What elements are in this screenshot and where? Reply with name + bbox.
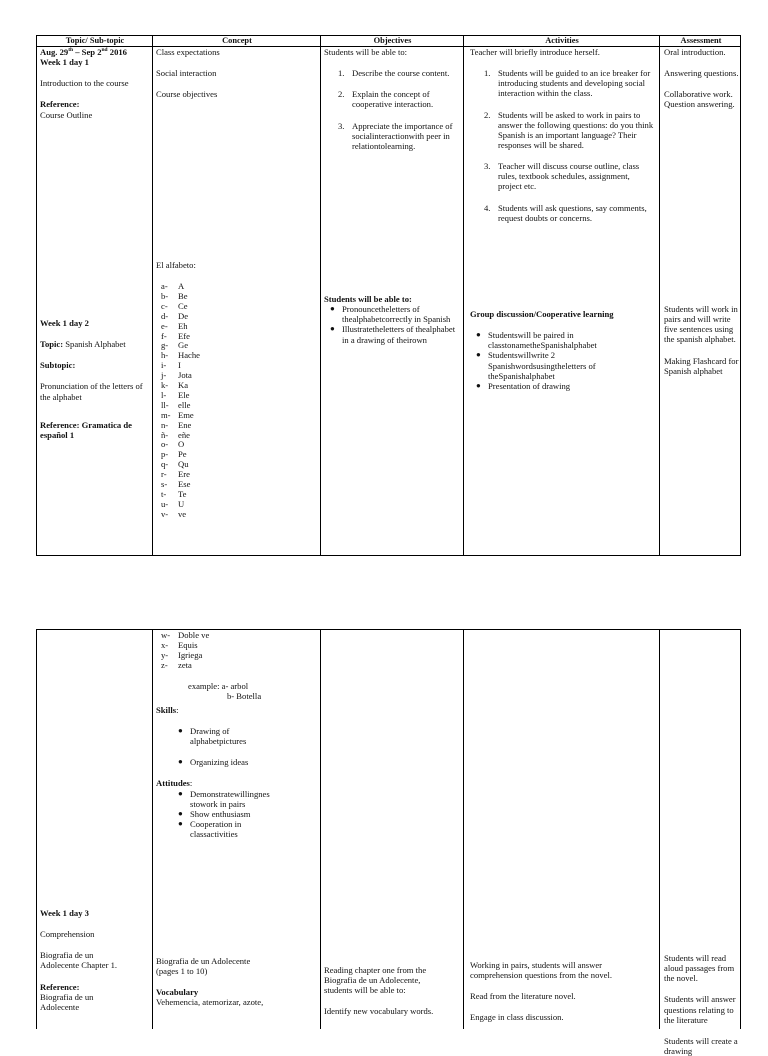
week1-day2-topic [40, 318, 150, 440]
topic-column [37, 36, 153, 555]
alphabet-letter [161, 469, 318, 479]
week1-day3-concept [156, 956, 271, 1008]
objectives-intro: Reading chapter one from the Biografia de un Adolecente, students will be able to: [324, 965, 427, 996]
objectives-column [321, 36, 464, 555]
letter: g- [161, 340, 169, 351]
subtopic-text: Pronunciation of the letters of the alphabet [40, 381, 143, 402]
list-item: ● Studentswillwrite 2 Spanishwordsusingtheletters of theSpanishalphabet [476, 350, 596, 381]
concept-item: Class expectations [156, 47, 220, 57]
list-item: ● Pronouncetheletters of thealphabetcorrectly in Spanish [330, 304, 451, 325]
objectives-list [324, 304, 461, 345]
week1-day1-objectives [324, 47, 461, 151]
week1-day3-objectives [324, 965, 448, 1017]
letter: t- [161, 488, 167, 499]
header-concept: Concept [222, 36, 252, 45]
letter: h- [161, 350, 169, 361]
activities-intro: Teacher will briefly introduce herself. [470, 47, 600, 57]
letter: j- [161, 370, 167, 381]
list-item: ● Drawing of alphabetpictures [178, 725, 247, 747]
letter: v- [161, 508, 169, 519]
alphabet-letter [161, 370, 318, 380]
letter: n- [161, 419, 169, 430]
skills-line: Skills: [156, 704, 179, 715]
alphabet-continued [156, 630, 318, 839]
letter-name: ve [178, 508, 187, 519]
alphabet-letter [161, 360, 318, 370]
letter: c- [161, 300, 168, 311]
skills-list [156, 726, 272, 767]
objectives-intro: Students will be able to: [324, 47, 408, 57]
week1-day1-concepts [156, 47, 318, 99]
week-label: Week 1 day 1 [40, 57, 89, 68]
list-item: 4. Students will ask questions, say comments, request doubts or concerns. [484, 202, 647, 223]
assessment-item: Answering questions. [664, 68, 739, 79]
reference-text: Course Outline [40, 109, 93, 120]
alphabet-letter [161, 350, 318, 360]
attitudes-list [156, 789, 272, 840]
alphabet-list-continued [156, 630, 318, 670]
concept-item: Course objectives [156, 89, 218, 100]
letter-name: Ene [178, 419, 192, 430]
list-item: 2. Students will be asked to work in pairs to answer the following questions: do you think Spanish is an important language? Their responses will be shared. [484, 109, 654, 150]
alphabet-letter [161, 340, 318, 350]
alphabet-letter [161, 430, 318, 440]
letter-name: Pe [178, 449, 187, 460]
activity-item: Engage in class discussion. [470, 1012, 564, 1023]
assessment-column [660, 36, 742, 555]
letter-name: Ere [178, 469, 190, 480]
concept-text: Biografia de un Adolecente (pages 1 to 10) [156, 956, 251, 977]
letter: u- [161, 498, 169, 509]
list-item: ● Organizing ideas [178, 757, 249, 768]
letter-name: Be [178, 291, 188, 302]
week1-day3-topic [40, 908, 150, 1012]
letter-name: Ge [178, 340, 189, 351]
week-label: Week 1 day 2 [40, 318, 89, 328]
letter: s- [161, 478, 168, 489]
alphabet-letter [161, 660, 318, 670]
alphabet-list [156, 281, 318, 518]
objectives-column [321, 630, 464, 1029]
letter-name: Te [178, 488, 187, 499]
letter-name: A [178, 281, 185, 292]
letter-name: zeta [178, 659, 192, 670]
activities-list [470, 330, 654, 391]
letter-name: eñe [178, 429, 190, 440]
letter: f- [161, 330, 167, 341]
vocabulary-label: Vocabulary [156, 987, 199, 998]
letter-name: Hache [178, 350, 200, 361]
alphabet-letter [161, 331, 318, 341]
letter: o- [161, 439, 169, 450]
letter-name: elle [178, 399, 191, 410]
week1-day1-assessment [664, 47, 740, 110]
letter-name: Qu [178, 459, 189, 470]
list-item: 2. Explain the concept of cooperative interaction. [338, 89, 434, 110]
list-item: ● Studentswill be paired in classtonametheSpanishalphabet [476, 330, 597, 351]
alphabet-letter [161, 640, 318, 650]
week1-day1-activities [470, 47, 654, 223]
letter-name: I [178, 360, 181, 371]
letter: d- [161, 310, 169, 321]
alphabet-block [156, 260, 318, 519]
header-assessment: Assessment [680, 36, 722, 45]
alphabet-letter [161, 420, 318, 430]
alphabet-title: El alfabeto: [156, 260, 196, 270]
letter-name: Ese [178, 478, 191, 489]
vocabulary-text: Vehemencia, atemorizar, azote, [156, 997, 264, 1008]
attitudes-line: Attitudes: [156, 778, 193, 789]
list-item: 1. Students will be guided to an ice breaker for introducing students and developing social interaction within the class. [484, 68, 651, 99]
letter: r- [161, 469, 167, 480]
assessment-item: Students will answer questions relating to the literature [664, 994, 736, 1025]
letter-name: Efe [178, 330, 190, 341]
letter: ll- [161, 399, 169, 410]
concept-item: Social interaction [156, 68, 217, 79]
activity-item: Read from the literature novel. [470, 991, 576, 1002]
activities-title: Group discussion/Cooperative learning [470, 309, 614, 319]
activities-column [464, 630, 660, 1029]
alphabet-letter [161, 321, 318, 331]
header-topic: Topic/ Sub-topic [65, 36, 125, 45]
alphabet-letter [161, 410, 318, 420]
letter: q- [161, 459, 169, 470]
reference-label: Reference: Gramatica de español 1 [40, 419, 132, 440]
letter-name: Doble ve [178, 630, 210, 640]
alphabet-letter [161, 439, 318, 449]
letter: m- [161, 409, 171, 420]
week1-day3-activities [470, 960, 654, 1023]
letter-name: De [178, 310, 189, 321]
list-item: ● Presentation of drawing [476, 380, 571, 391]
week1-day3-assessment [664, 953, 744, 1056]
letter: e- [161, 320, 168, 331]
lesson-plan-table-page-1 [36, 35, 741, 556]
example-b: b- Botella [227, 690, 262, 701]
topic-text: Comprehension [40, 929, 95, 940]
list-item: ● Show enthusiasm [178, 808, 251, 819]
objective-item: Identify new vocabulary words. [324, 1006, 434, 1017]
book-text: Biografia de un Adolecente Chapter 1. [40, 950, 118, 971]
letter-name: Ka [178, 380, 189, 391]
alphabet-letter [161, 630, 318, 640]
reference-text: Biografia de un Adolecente [40, 991, 94, 1012]
list-item: 3. Teacher will discuss course outline, class rules, textbook schedules, assignment, project etc. [484, 161, 640, 192]
concept-column [153, 630, 321, 1029]
alphabet-letter [161, 509, 318, 519]
letter-name: Eme [178, 409, 194, 420]
assessment-item: Oral introduction. [664, 47, 726, 57]
letter: a- [161, 281, 168, 292]
example-a: example: a- arbol [188, 680, 249, 691]
subtopic-label: Subtopic: [40, 360, 76, 371]
assessment-item: Students will create a drawing [664, 1035, 738, 1056]
letter-name: O [178, 439, 185, 450]
alphabet-letter [161, 400, 318, 410]
week1-day2-objectives [324, 294, 461, 345]
topic-column [37, 630, 153, 1029]
letter: p- [161, 449, 169, 460]
alphabet-letter [161, 449, 318, 459]
week1-day1-topic [40, 47, 152, 120]
activity-item: Working in pairs, students will answer comprehension questions from the novel. [470, 960, 613, 981]
alphabet-letter [161, 291, 318, 301]
header-objectives: Objectives [373, 36, 412, 45]
alphabet-letter [161, 499, 318, 509]
week1-day2-assessment [664, 304, 742, 376]
list-item: 3. Appreciate the importance of socialinteractionwith peer in relationtolearning. [338, 120, 453, 151]
date-range: Aug. 29th – Sep 2nd 2016 [40, 47, 127, 57]
letter: z- [161, 659, 168, 670]
list-item: 1. Describe the course content. [338, 68, 450, 79]
letter: y- [161, 649, 169, 660]
alphabet-letter [161, 301, 318, 311]
letter-name: Ce [178, 300, 188, 311]
assessment-item: Collaborative work. Question answering. [664, 89, 735, 110]
assessment-column [660, 630, 742, 1056]
letter: ñ- [161, 429, 169, 440]
activities-column [464, 36, 660, 555]
week1-day2-activities [470, 309, 654, 391]
letter: b- [161, 291, 169, 302]
alphabet-letter [161, 281, 318, 291]
letter: l- [161, 389, 167, 400]
alphabet-letter [161, 390, 318, 400]
assessment-item: Students will read aloud passages from the novel. [664, 953, 735, 984]
lesson-plan-table-page-2 [36, 629, 741, 1056]
letter: w- [161, 630, 171, 640]
alphabet-letter [161, 380, 318, 390]
list-item: ● Cooperation in classactivities [178, 818, 242, 840]
concept-column [153, 36, 321, 555]
alphabet-letter [161, 311, 318, 321]
alphabet-letter [161, 459, 318, 469]
letter-name: Eh [178, 320, 188, 331]
letter: x- [161, 639, 169, 650]
assessment-item: Making Flashcard for Spanish alphabet [664, 355, 739, 376]
alphabet-letter [161, 479, 318, 489]
reference-label: Reference: [40, 981, 80, 992]
letter-name: Igriega [178, 649, 203, 660]
alphabet-letter [161, 650, 318, 660]
list-item: ● Illustratetheletters of thealphabet in a drawing of theirown [330, 324, 456, 345]
intro-text: Introduction to the course [40, 78, 129, 89]
objectives-intro: Students will be able to: [324, 294, 412, 304]
list-item: ● Demonstratewillingnesstowork in pairs [178, 788, 270, 809]
letter-name: U [178, 498, 185, 509]
letter-name: Ele [178, 389, 190, 400]
activities-list [470, 68, 654, 223]
objectives-list [324, 68, 461, 151]
letter: k- [161, 380, 169, 391]
alphabet-letter [161, 489, 318, 499]
assessment-item: Students will work in pairs and will write five sentences using the spanish alphabet. [664, 304, 738, 345]
reference-label: Reference: [40, 99, 80, 110]
topic-line: Topic: Spanish Alphabet [40, 339, 126, 350]
header-activities: Activities [545, 36, 579, 45]
letter: i- [161, 360, 167, 371]
week-label: Week 1 day 3 [40, 908, 89, 918]
letter-name: Equis [178, 639, 198, 650]
letter-name: Jota [178, 370, 192, 381]
